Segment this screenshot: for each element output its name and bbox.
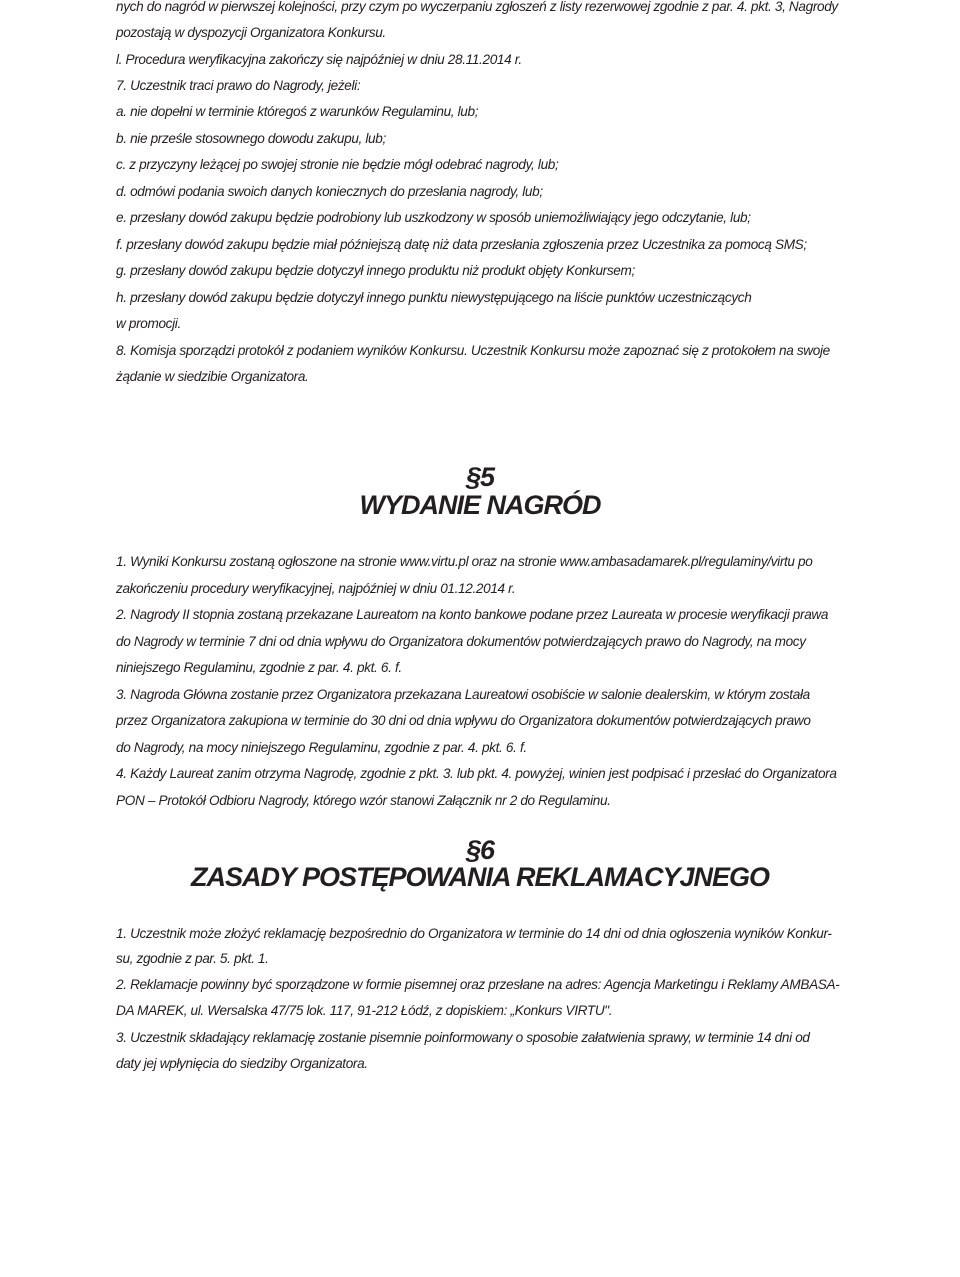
paragraph-line: daty jej wpłynięcia do siedziby Organizatora. [116,1056,368,1071]
section-title: WYDANIE NAGRÓD [359,490,601,520]
paragraph-line: PON – Protokół Odbioru Nagrody, którego wzór stanowi Załącznik nr 2 do Regulaminu. [116,793,611,808]
section-number: §5 [465,462,495,492]
paragraph-line: do Nagrody w terminie 7 dni od dnia wpływu do Organizatora dokumentów potwierdzających prawo do Nagrody, na mocy [116,634,806,649]
paragraph-line: w promocji. [116,316,181,331]
paragraph-line: su, zgodnie z par. 5. pkt. 1. [116,951,269,966]
paragraph-line: 2. Reklamacje powinny być sporządzone w formie pisemnej oraz przesłane na adres: Agencja Marketingu i Reklamy AMBASA- [116,977,840,992]
list-item: d. odmówi podania swoich danych koniecznych do przesłania nagrody, lub; [116,184,543,199]
list-item: e. przesłany dowód zakupu będzie podrobiony lub uszkodzony w sposób uniemożliwiający jego odczytanie, lub; [116,210,751,225]
paragraph-line: 4. Każdy Laureat zanim otrzyma Nagrodę, zgodnie z pkt. 3. lub pkt. 4. powyżej, winien jest podpisać i przesłać do Organizatora [116,766,837,781]
list-item: a. nie dopełni w terminie któregoś z warunków Regulaminu, lub; [116,104,479,119]
paragraph-line: 1. Uczestnik może złożyć reklamację bezpośrednio do Organizatora w terminie do 14 dni od dnia ogłoszenia wyników Konkur- [116,926,832,941]
list-item: g. przesłany dowód zakupu będzie dotyczył innego produktu niż produkt objęty Konkursem; [116,263,635,278]
paragraph-line: DA MAREK, ul. Wersalska 47/75 lok. 117, 91-212 Łódź, z dopiskiem: „Konkurs VIRTU". [116,1003,613,1018]
list-item: b. nie prześle stosownego dowodu zakupu, lub; [116,131,386,146]
paragraph-line: l. Procedura weryfikacyjna zakończy się najpóźniej w dniu 28.11.2014 r. [116,52,522,67]
paragraph-line: 8. Komisja sporządzi protokół z podaniem wyników Konkursu. Uczestnik Konkursu może zapoznać się z protokołem na swoje [116,343,830,358]
paragraph-line: zakończeniu procedury weryfikacyjnej, najpóźniej w dniu 01.12.2014 r. [116,581,516,596]
list-item: f. przesłany dowód zakupu będzie miał późniejszą datę niż data przesłania zgłoszenia przez Uczestnika za pomocą SMS; [116,237,807,252]
paragraph-line: niniejszego Regulaminu, zgodnie z par. 4. pkt. 6. f. [116,660,402,675]
paragraph-line: nych do nagród w pierwszej kolejności, przy czym po wyczerpaniu zgłoszeń z listy rezerwowej zgodnie z par. 4. pkt. 3, Nagrody [116,0,838,14]
section-title: ZASADY POSTĘPOWANIA REKLAMACYJNEGO [190,862,770,892]
list-item: h. przesłany dowód zakupu będzie dotyczył innego punktu niewystępującego na liście punktów uczestniczących [116,290,752,305]
paragraph-line: do Nagrody, na mocy niniejszego Regulaminu, zgodnie z par. 4. pkt. 6. f. [116,740,527,755]
paragraph-line: przez Organizatora zakupiona w terminie do 30 dni od dnia wpływu do Organizatora dokumentów potwierdzających prawo [116,713,811,728]
paragraph-line: pozostają w dyspozycji Organizatora Konkursu. [116,25,386,40]
section-number: §6 [465,835,495,865]
paragraph-line: 2. Nagrody II stopnia zostaną przekazane Laureatom na konto bankowe podane przez Laureata w procesie weryfikacji prawa [116,607,829,622]
paragraph-line: 3. Nagroda Główna zostanie przez Organizatora przekazana Laureatowi osobiście w salonie dealerskim, w którym została [116,687,810,702]
paragraph-line: żądanie w siedzibie Organizatora. [116,369,309,384]
paragraph-line: 1. Wyniki Konkursu zostaną ogłoszone na stronie www.virtu.pl oraz na stronie www.ambasadamarek.pl/regulaminy/virtu po [116,554,813,569]
list-item: 7. Uczestnik traci prawo do Nagrody, jeżeli: [116,78,361,93]
paragraph-line: 3. Uczestnik składający reklamację zostanie pisemnie poinformowany o sposobie załatwienia sprawy, w terminie 14 dni od [116,1030,810,1045]
list-item: c. z przyczyny leżącej po swojej stronie nie będzie mógł odebrać nagrody, lub; [116,157,559,172]
